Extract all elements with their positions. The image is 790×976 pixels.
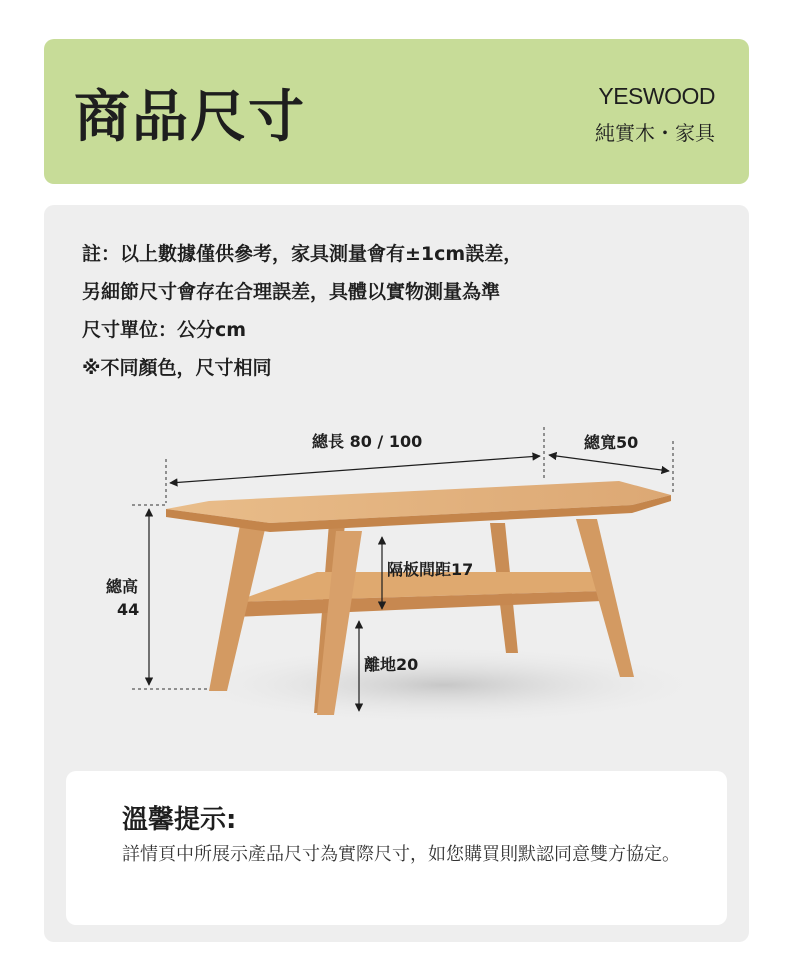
note-line: 註：以上數據僅供參考，家具測量會有±1cm誤差， (82, 243, 523, 265)
shelf-gap-label: 隔板間距17 (387, 560, 474, 579)
length-label: 總長 80 / 100 (312, 432, 423, 451)
page-title: 商品尺寸 (74, 85, 306, 150)
floor-shadow (174, 645, 714, 725)
width-label: 總寬50 (584, 433, 639, 452)
tips-title: 溫馨提示: (122, 805, 237, 835)
brand-tagline: 純實木・家具 (595, 121, 715, 145)
ground-clearance-label: 離地20 (364, 655, 419, 674)
tips-body: 詳情頁中所展示產品尺寸為實際尺寸，如您購買則默認同意雙方協定。 (122, 844, 680, 865)
note-line: 尺寸單位：公分cm (82, 319, 247, 341)
header-banner (44, 39, 749, 184)
brand-name-en: YESWOOD (598, 83, 715, 109)
height-value: 44 (117, 600, 140, 619)
width-arrow (549, 455, 669, 471)
length-arrow (170, 456, 540, 483)
note-line: ※不同顏色，尺寸相同 (82, 357, 272, 379)
note-line: 另細節尺寸會存在合理誤差，具體以實物測量為準 (82, 281, 501, 303)
dimension-panel (44, 205, 749, 942)
height-label: 總高 (106, 577, 139, 596)
tips-card (66, 771, 727, 925)
